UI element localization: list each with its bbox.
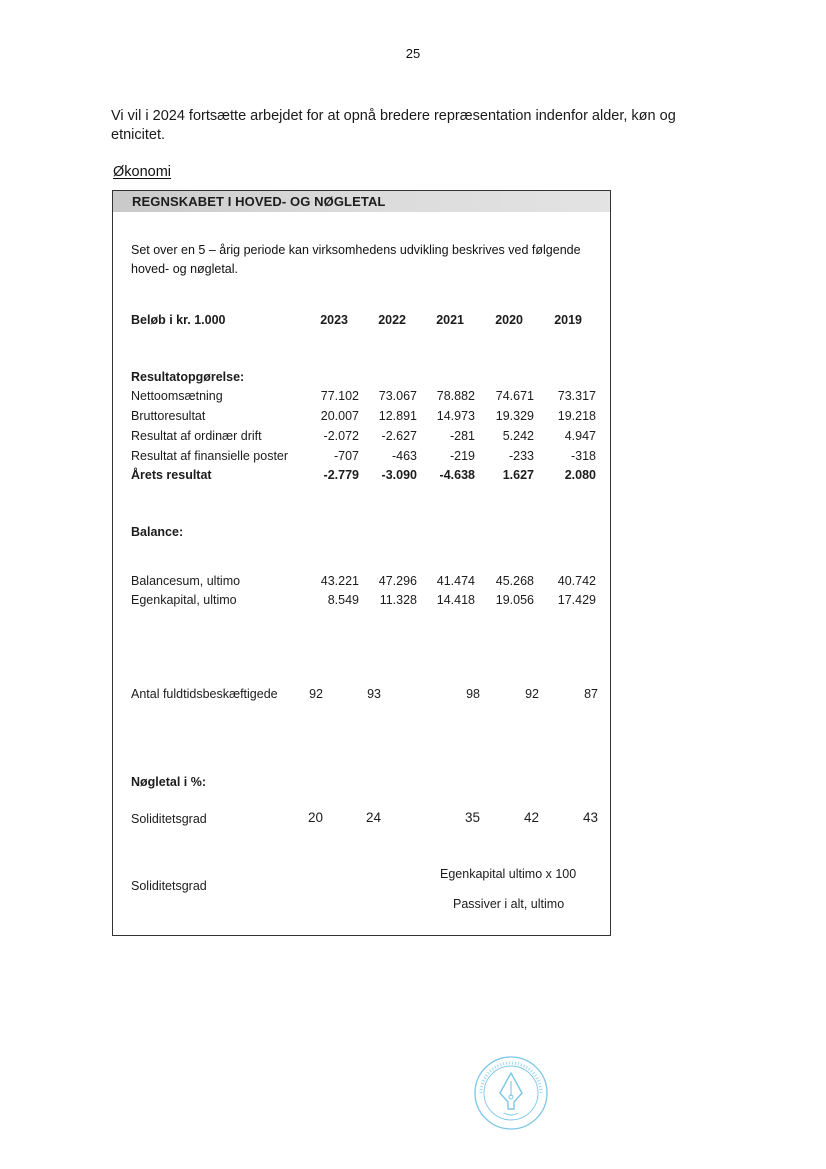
year-header: 2021 [436, 313, 464, 327]
cell: 4.947 [564, 429, 596, 443]
intro-paragraph: Vi vil i 2024 fortsætte arbejdet for at opnå bredere repræsentation indenfor alder, køn og etnicitet. [111, 108, 676, 143]
row-label: Balancesum, ultimo [131, 574, 241, 588]
cell: -318 [570, 449, 596, 463]
section-heading: Økonomi [113, 164, 172, 180]
cell: -233 [508, 449, 534, 463]
cell: 93 [367, 687, 381, 701]
cell: 87 [584, 687, 598, 701]
cell: 92 [525, 687, 539, 701]
key-figures-box [112, 190, 611, 936]
cell: 77.102 [320, 389, 359, 403]
row-label: Bruttoresultat [131, 409, 206, 423]
row-label: Egenkapital, ultimo [131, 593, 237, 607]
cell: 17.429 [557, 593, 596, 607]
balance-heading: Balance: [131, 525, 184, 539]
employees-label: Antal fuldtidsbeskæftigede [131, 687, 278, 701]
cell: 35 [464, 810, 480, 825]
year-header: 2020 [495, 313, 523, 327]
cell: -463 [391, 449, 417, 463]
cell: 5.242 [502, 429, 534, 443]
solvency-label: Soliditetsgrad [131, 812, 207, 826]
income-statement-heading: Resultatopgørelse: [131, 370, 245, 384]
cell: 8.549 [327, 593, 359, 607]
cell: 14.973 [436, 409, 475, 423]
cell: 2.080 [564, 468, 596, 482]
formula-denominator: Passiver i alt, ultimo [453, 897, 565, 911]
cell: 1.627 [502, 468, 534, 482]
row-label: Resultat af ordinær drift [131, 429, 262, 443]
row-label: Resultat af finansielle poster [131, 449, 289, 463]
cell: -2.779 [323, 468, 359, 482]
cell: 43.221 [320, 574, 359, 588]
cell: 73.067 [378, 389, 417, 403]
cell: 19.056 [495, 593, 534, 607]
cell: 43 [582, 810, 598, 825]
cell: 41.474 [436, 574, 475, 588]
cell: 14.418 [436, 593, 475, 607]
cell: 47.296 [378, 574, 417, 588]
cell: 20.007 [320, 409, 359, 423]
cell: 98 [466, 687, 480, 701]
cell: 24 [365, 810, 381, 825]
cell: -2.072 [323, 429, 359, 443]
cell: 73.317 [557, 389, 596, 403]
cell: -4.638 [439, 468, 475, 482]
page-number: 25 [405, 46, 421, 61]
formula-numerator: Egenkapital ultimo x 100 [440, 867, 577, 881]
year-header: 2022 [378, 313, 406, 327]
cell: 20 [307, 810, 323, 825]
year-header: 2019 [554, 313, 582, 327]
amount-label: Beløb i kr. 1.000 [131, 313, 226, 327]
cell: -2.627 [381, 429, 417, 443]
cell: 78.882 [436, 389, 475, 403]
cell: 42 [523, 810, 539, 825]
cell: 19.329 [495, 409, 534, 423]
formula-label: Soliditetsgrad [131, 879, 207, 893]
cell: -281 [449, 429, 475, 443]
cell: -707 [333, 449, 359, 463]
cell: 12.891 [378, 409, 417, 423]
box-title: REGNSKABET I HOVED- OG NØGLETAL [132, 194, 386, 209]
box-description: Set over en 5 – årig periode kan virksomhedens udvikling beskrives ved følgende hoved- og nøgletal. [131, 243, 581, 276]
cell: 40.742 [557, 574, 596, 588]
year-header: 2023 [320, 313, 348, 327]
cell: -3.090 [381, 468, 417, 482]
cell: 19.218 [557, 409, 596, 423]
row-label: Årets resultat [131, 468, 212, 482]
cell: 74.671 [495, 389, 534, 403]
ratios-heading: Nøgletal i %: [131, 775, 207, 789]
cell: 11.328 [379, 593, 417, 607]
cell: 45.268 [495, 574, 534, 588]
seal-stamp-icon [473, 1055, 549, 1131]
row-label: Nettoomsætning [131, 389, 223, 403]
cell: -219 [449, 449, 475, 463]
cell: 92 [309, 687, 323, 701]
